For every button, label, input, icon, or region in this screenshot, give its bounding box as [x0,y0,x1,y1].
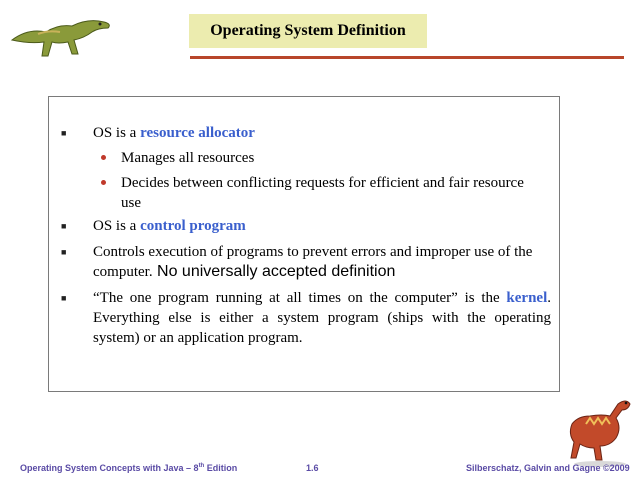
square-bullet-icon: ■ [61,293,67,303]
round-bullet-icon [101,155,106,160]
highlight-term: control program [140,218,246,234]
bullet-main-text: “The one program running at all times on the computer” is the [93,290,507,306]
dinosaur-mascot-icon [566,394,634,468]
bullet-item-resource-allocator [61,123,551,143]
dinosaur-logo-icon [8,10,116,60]
footer-authors: Silberschatz, Galvin and Gagne ©2009 [466,463,630,473]
bullet-text [93,216,551,236]
bullet-tail-text: No universally accepted definition [152,263,396,280]
bullet-main-text: Controls execution of programs to prevent errors and improper use of the computer. [93,244,533,280]
bullet-text [93,123,551,143]
content-box [48,96,560,392]
footer-book-title [20,463,237,473]
bullet-rest-text: . Everything else is either a system program (ships with the operating system) or an application program. [93,290,551,346]
sub-item-decides [101,173,545,213]
bullet-prefix: OS is a [93,218,141,234]
footer-sup: th [198,463,205,469]
highlight-term: resource allocator [140,125,255,141]
highlight-term: kernel [506,290,548,306]
sub-item-text: Manages all resources [121,150,255,166]
round-bullet-icon [101,180,106,185]
footer-page-number: 1.6 [306,463,319,473]
title-rule-divider [190,56,624,59]
sub-item-text: Decides between conflicting requests for efficient and fair resource use [121,175,524,211]
bullet-item-control-program [61,216,551,236]
square-bullet-icon: ■ [61,128,67,138]
bullet-item-kernel [61,288,551,348]
bullet-item-controls-execution [61,242,551,282]
footer-title-text: Operating System Concepts with Java – 8 [20,463,199,473]
square-bullet-icon: ■ [61,247,67,257]
slide-title: Operating System Definition [210,22,406,39]
square-bullet-icon: ■ [61,221,67,231]
bullet-text [93,242,551,282]
bullet-prefix: OS is a [93,125,141,141]
footer-title-suffix: Edition [204,463,238,473]
slide-title-box [189,14,427,48]
sub-item-manages [101,148,545,168]
bullet-text [93,288,551,348]
